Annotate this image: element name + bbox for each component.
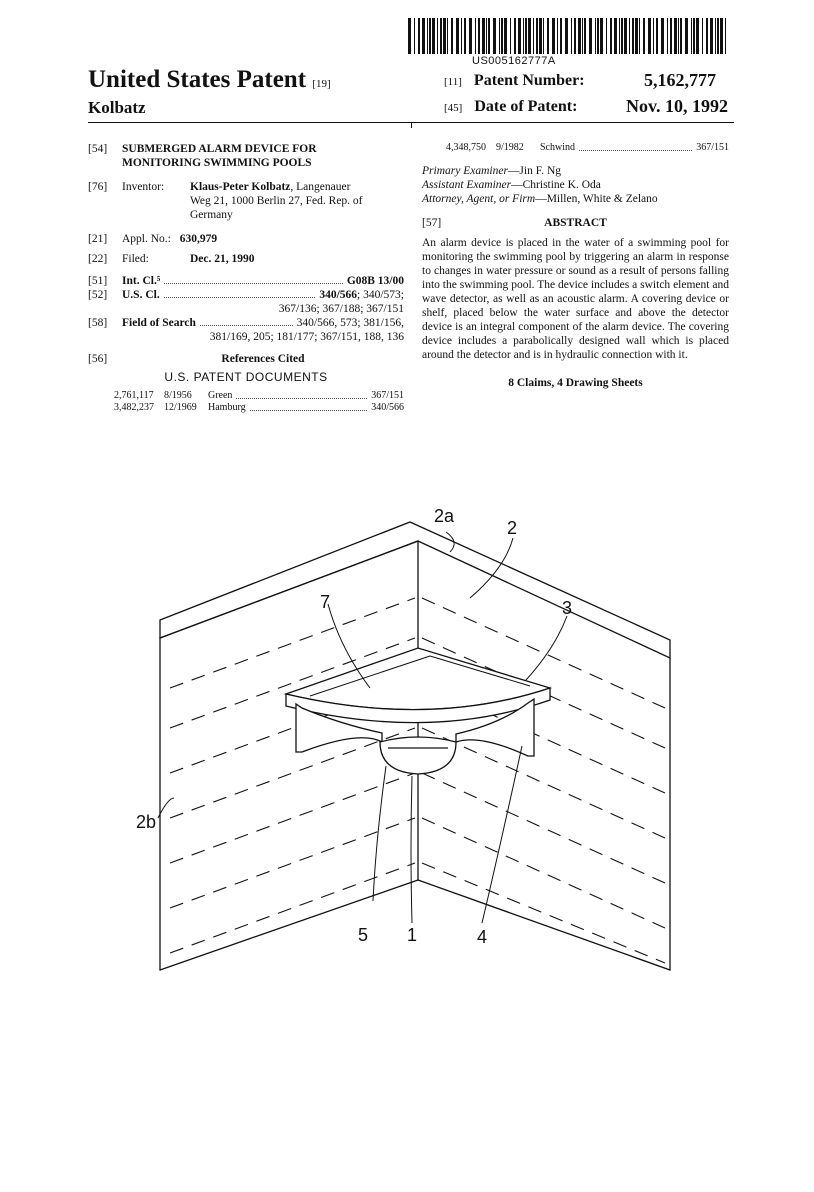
intcl-row	[88, 274, 404, 288]
abstract-title: ABSTRACT	[544, 217, 607, 229]
abstract-header	[422, 216, 729, 230]
refs-list	[88, 390, 404, 414]
inventor-short: Kolbatz	[88, 98, 146, 117]
title-block	[88, 142, 404, 172]
attorney	[422, 192, 729, 206]
detector-dome	[380, 737, 456, 774]
document-title	[88, 66, 331, 94]
ref-number: 3,482,237	[114, 402, 154, 413]
pool-coping-inner-left	[160, 541, 418, 638]
pool-floor-right	[418, 880, 670, 970]
patent-number: 5,162,777	[644, 70, 716, 90]
claims: 8 Claims, 4 Drawing Sheets	[508, 377, 643, 389]
field-row	[88, 316, 404, 330]
ref-class: 367/151	[371, 390, 404, 401]
country-code: [19]	[312, 78, 331, 90]
refs-code: [56]	[88, 353, 108, 365]
filed-row	[88, 252, 404, 266]
label-3: 3	[562, 598, 573, 618]
filed-code: [22]	[88, 253, 108, 265]
field-code: [58]	[88, 317, 108, 329]
refs-title: References Cited	[221, 353, 305, 365]
title-line-2: MONITORING SWIMMING POOLS	[122, 157, 312, 169]
title-line-1: SUBMERGED ALARM DEVICE FOR	[122, 143, 317, 155]
ref-row	[114, 402, 404, 414]
label-2a: 2a	[434, 506, 455, 526]
barcode	[408, 18, 728, 54]
ref-number: 4,348,750	[446, 142, 486, 153]
assistant-examiner	[422, 178, 729, 192]
ref-name: Hamburg	[208, 402, 246, 413]
ref-date: 12/1969	[164, 402, 197, 413]
date-label: Date of Patent:	[474, 98, 578, 115]
uscl-code: [52]	[88, 289, 108, 301]
attorney-name: —Millen, White & Zelano	[535, 193, 658, 205]
date-code: [45]	[444, 102, 463, 114]
ref-date: 8/1956	[164, 390, 192, 401]
uscl-value-2: 367/136; 367/188; 367/151	[278, 303, 404, 315]
abstract-code: [57]	[422, 217, 442, 229]
field-value-1: 340/566, 573; 381/156,	[296, 317, 404, 329]
barcode-number: US005162777A	[472, 55, 556, 67]
attorney-label: Attorney, Agent, or Firm	[422, 193, 536, 205]
filed-label: Filed:	[122, 253, 149, 265]
field-label: Field of Search	[122, 317, 196, 329]
appl-label: Appl. No.:	[122, 233, 171, 245]
appl-number: 630,979	[179, 233, 218, 245]
ref-class: 340/566	[371, 402, 404, 413]
ref-name: Green	[208, 390, 233, 401]
uscl-row	[88, 288, 404, 302]
intcl-code: [51]	[88, 275, 108, 287]
inventor-block	[88, 180, 404, 224]
ref-row	[114, 390, 404, 402]
date-row	[444, 98, 577, 116]
ref-number: 2,761,117	[114, 390, 154, 401]
refs-subtitle: U.S. PATENT DOCUMENTS	[164, 370, 328, 384]
inventor-address-2: Weg 21, 1000 Berlin 27, Fed. Rep. of	[190, 195, 363, 207]
uscl-label: U.S. Cl.	[122, 289, 160, 301]
right-column	[422, 142, 729, 390]
inventor-code: [76]	[88, 181, 108, 193]
primary-examiner-name: —Jin F. Ng	[507, 165, 561, 177]
label-2b: 2b	[136, 812, 157, 832]
ref-class: 367/151	[696, 142, 729, 153]
inventor-name: Klaus-Peter Kolbatz	[190, 181, 291, 193]
appl-code: [21]	[88, 233, 108, 245]
label-1: 1	[407, 925, 418, 945]
filed-date: Dec. 21, 1990	[190, 253, 255, 265]
patent-figure	[130, 498, 690, 998]
inventor-address-3: Germany	[190, 209, 233, 221]
primary-examiner-label: Primary Examiner	[422, 165, 508, 177]
label-4: 4	[477, 927, 488, 947]
patent-number-code: [11]	[444, 76, 462, 88]
left-column	[88, 142, 404, 414]
header-rule-tick	[411, 122, 412, 128]
assistant-examiner-name: —Christine K. Oda	[511, 179, 601, 191]
patent-number-row	[444, 72, 585, 90]
inventor-label: Inventor:	[122, 181, 165, 193]
field-value-2: 381/169, 205; 181/177; 367/151, 188, 136	[209, 331, 404, 343]
uscl-value-1: 340/566; 340/573;	[319, 289, 404, 301]
primary-examiner	[422, 164, 729, 178]
title-code: [54]	[88, 143, 108, 155]
country-title: United States Patent	[88, 66, 307, 93]
intcl-label: Int. Cl.⁵	[122, 275, 161, 287]
appl-row	[88, 232, 404, 246]
label-7: 7	[320, 592, 331, 612]
ref-row-3	[422, 142, 729, 154]
patent-number-label: Patent Number:	[473, 72, 585, 89]
abstract-text: An alarm device is placed in the water of a swimming pool for monitoring the swimming pool by triggering an alarm in response to changes in water pressure or sound as a result of persons falling into the swimming pool. The device includes a switch element and wave detector, as well as an acoustic alarm. A covering device or shelf, placed below the water surface and above the detector device is an integral component of the alarm device. The covering device includes a parabolically designed wall which is placed around the detector and is in hydraulic connection with it.	[422, 237, 729, 361]
pool-floor-left	[160, 880, 418, 970]
patent-date: Nov. 10, 1992	[626, 96, 729, 116]
label-5: 5	[358, 925, 369, 945]
ref-date: 9/1982	[496, 142, 524, 153]
label-2: 2	[507, 518, 518, 538]
ref-name: Schwind	[540, 142, 575, 153]
intcl-value: G08B 13/00	[346, 275, 404, 287]
inventor-address-1: , Langenauer	[290, 181, 351, 193]
assistant-examiner-label: Assistant Examiner	[422, 179, 512, 191]
refs-header	[88, 352, 404, 366]
